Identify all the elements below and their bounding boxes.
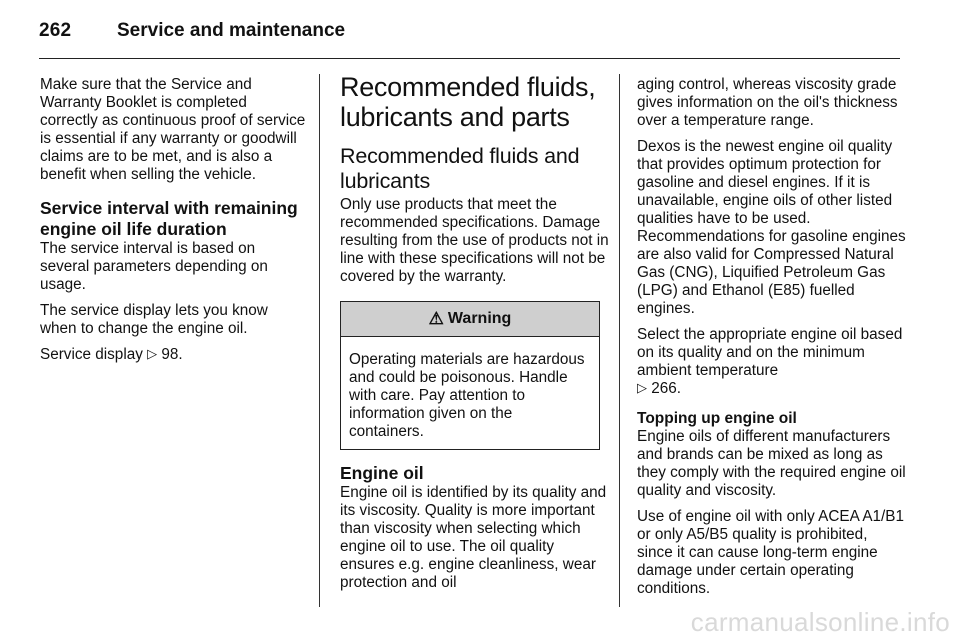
service-display-paragraph: The service display lets you know when to change the engine oil. — [40, 302, 268, 337]
warning-icon: ⚠ — [428, 309, 444, 328]
topping-up-paragraph: Engine oils of different manufacturers and brands can be mixed as long as they comply with the required engine oil quality and viscosity. — [637, 428, 906, 499]
subsection-title: Recommended fluids and lubricants — [340, 144, 580, 193]
engine-oil-heading: Engine oil — [340, 463, 424, 483]
service-display-xref[interactable] — [40, 346, 308, 364]
select-oil-xref[interactable]: 266. — [651, 380, 682, 397]
acea-paragraph: Use of engine oil with only ACEA A1/B1 or only A5/B5 quality is prohibited, since it can cause long-term engine damage under certain operating conditions. — [637, 508, 905, 597]
column-3 — [637, 76, 907, 606]
warning-body — [341, 337, 599, 449]
column-divider-1 — [319, 74, 320, 607]
select-oil-text: Select the appropriate engine oil based on its quality and on the minimum ambient temperature — [637, 326, 903, 379]
service-interval-paragraph: The service interval is based on several parameters depending on usage. — [40, 240, 268, 293]
page-number: 262 — [39, 20, 72, 41]
warning-header — [341, 302, 599, 337]
column-1 — [40, 76, 308, 372]
engine-oil-paragraph: Engine oil is identified by its quality and its viscosity. Quality is more important than viscosity when selecting which engine oil to use. The oil quality ensures e.g. engine cleanliness, wear protection and oil — [340, 484, 607, 591]
topping-up-heading: Topping up engine oil — [637, 410, 797, 427]
xref-arrow-icon: ▷ — [637, 380, 647, 395]
xref-label: Service display — [40, 346, 143, 363]
warning-title: Warning — [447, 310, 512, 327]
column-2 — [340, 72, 610, 600]
warning-text: Operating materials are hazardous and could be poisonous. Handle with care. Pay attention to information given on the containers. — [349, 351, 585, 440]
watermark: carmanualsonline.info — [690, 607, 950, 637]
xref-arrow-icon: ▷ — [147, 346, 158, 361]
specifications-paragraph: Only use products that meet the recommended specifications. Damage resulting from the use of products not in line with these specifications will not be covered by the warranty. — [340, 196, 609, 285]
viscosity-paragraph: aging control, whereas viscosity grade gives information on the oil's thickness over a temperature range. — [637, 76, 898, 129]
dexos-paragraph: Dexos is the newest engine oil quality that provides optimum protection for gasoline and diesel engines. If it is unavailable, engine oils of other listed qualities have to be used. Recommendations for gasoline engines are also valid for Compressed Natural Gas (CNG), Liquified Petroleum Gas (LPG) and Ethanol (E85) fuelled engines. — [637, 138, 906, 317]
service-interval-heading: Service interval with remaining engine oil life duration — [40, 198, 298, 239]
column-divider-2 — [619, 74, 620, 607]
xref-page: 98. — [161, 346, 183, 363]
header-rule — [39, 58, 900, 59]
select-oil-paragraph — [637, 326, 907, 398]
intro-paragraph: Make sure that the Service and Warranty Booklet is completed correctly as continuous proof of service is essential if any warranty or goodwill claims are to be met, and is also a benefit when selling the vehicle. — [40, 76, 306, 183]
warning-box — [340, 301, 600, 450]
section-title: Recommended fluids, lubricants and parts — [340, 72, 596, 132]
running-head: Service and maintenance — [117, 20, 346, 41]
